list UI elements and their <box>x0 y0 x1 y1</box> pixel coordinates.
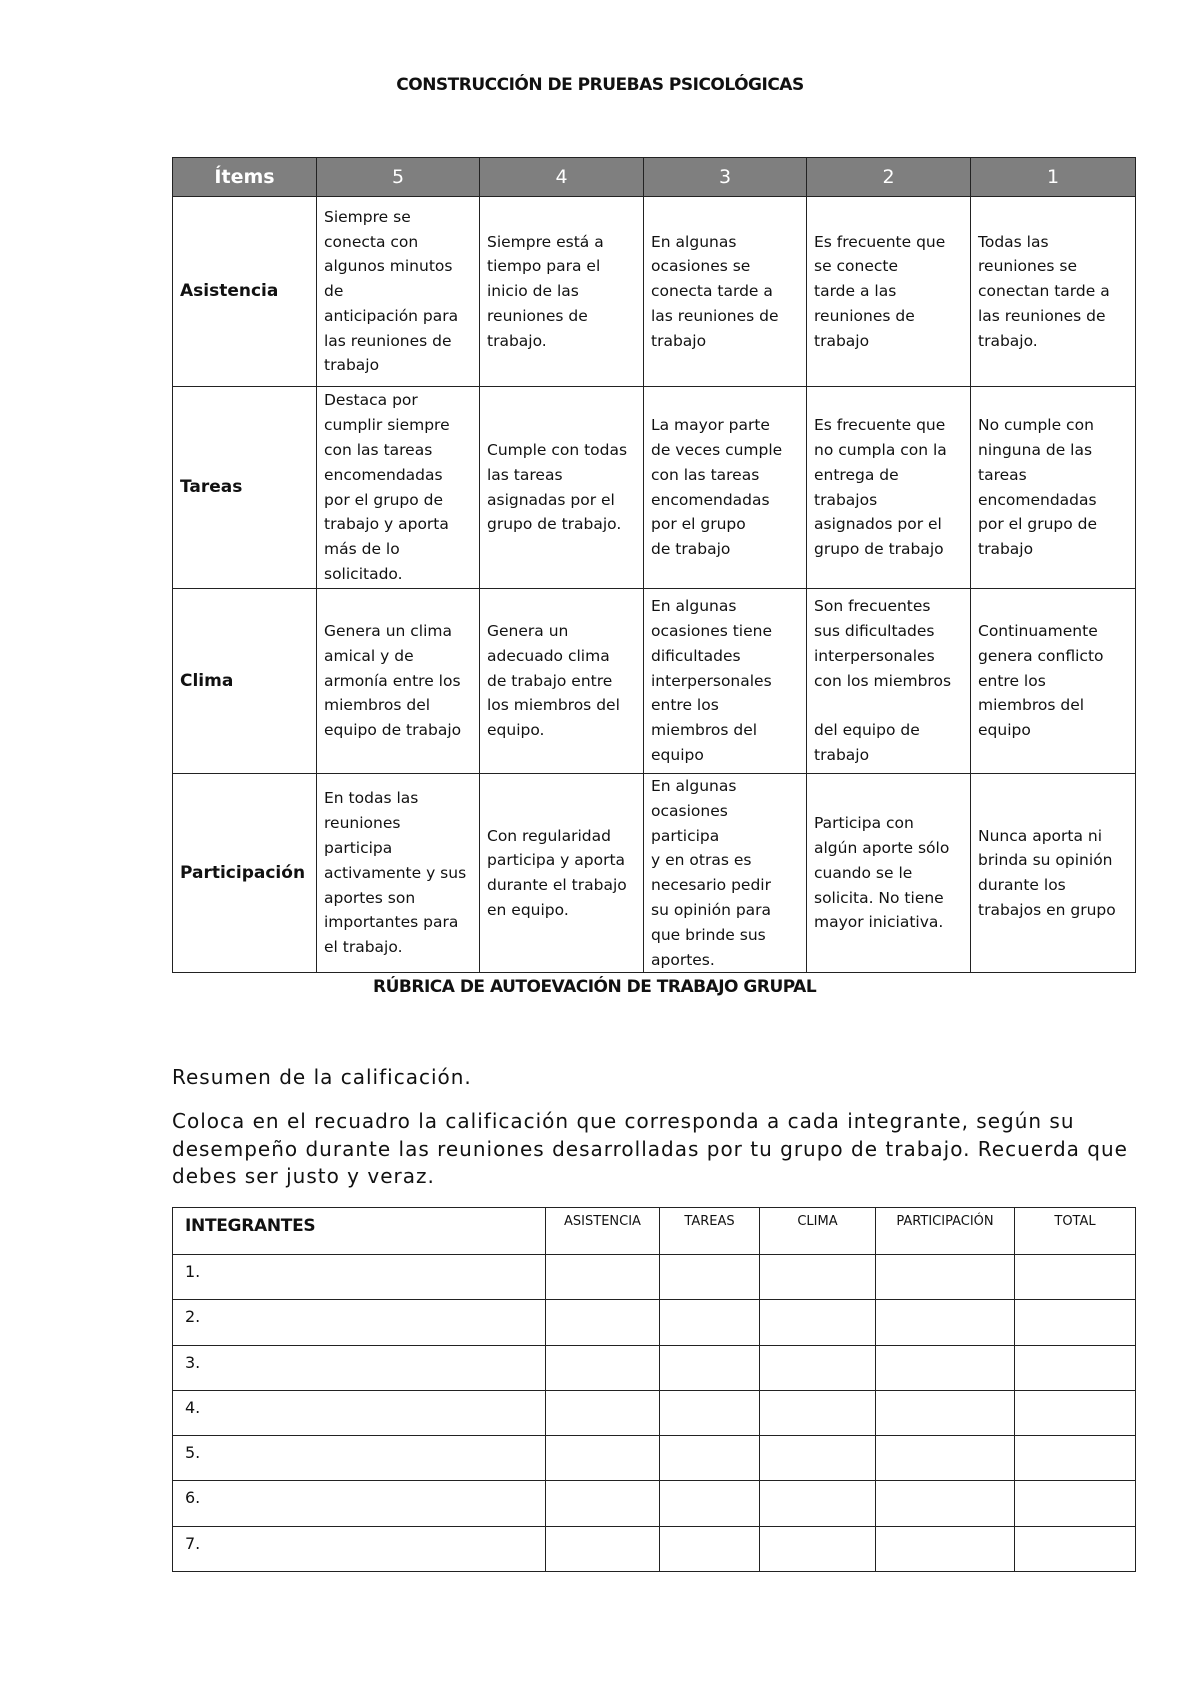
summary-instructions: Coloca en el recuadro la calificación que corresponda a cada integrante, según su desempeño durante las reuniones desarrolladas por tu grupo de trabajo. Recuerda que debes ser justo y veraz. <box>172 1109 1128 1188</box>
score-cell-asistencia[interactable] <box>546 1481 660 1526</box>
criterion-label: Tareas <box>173 387 317 589</box>
rubric-cell: En algunas ocasiones se conecta tarde a las reuniones de trabajo <box>651 232 779 350</box>
rubric-cell: Genera un clima amical y de armonía entre los miembros del equipo de trabajo <box>324 622 462 740</box>
rubric-cell: En algunas ocasiones tiene dificultades interpersonales entre los miembros del equipo <box>651 597 773 764</box>
score-cell-tareas[interactable] <box>660 1345 760 1390</box>
rubric-cell: Nunca aporta ni brinda su opinión durante los trabajos en grupo <box>978 826 1116 919</box>
score-cell-participacion[interactable] <box>876 1436 1015 1481</box>
member-number: 7. <box>173 1526 546 1571</box>
score-cell-tareas[interactable] <box>660 1481 760 1526</box>
score-cell-total[interactable] <box>1015 1436 1136 1481</box>
score-cell-total[interactable] <box>1015 1481 1136 1526</box>
score-cell-clima[interactable] <box>760 1481 876 1526</box>
rubric-row-asistencia <box>173 197 1136 387</box>
document-title: CONSTRUCCIÓN DE PRUEBAS PSICOLÓGICAS <box>396 75 804 95</box>
rubric-cell: Destaca por cumplir siempre con las tareas encomendadas por el grupo de trabajo y aporta más de lo solicitado. <box>324 391 450 583</box>
criterion-label: Participación <box>173 774 317 973</box>
score-cell-asistencia[interactable] <box>546 1300 660 1345</box>
member-number: 1. <box>173 1255 546 1300</box>
criterion-label: Clima <box>173 589 317 774</box>
criterion-label: Asistencia <box>173 197 317 387</box>
member-number: 6. <box>173 1481 546 1526</box>
table-row <box>173 1255 1136 1300</box>
rubric-header-score-3: 3 <box>644 158 807 197</box>
score-cell-clima[interactable] <box>760 1255 876 1300</box>
header-participacion: PARTICIPACIÓN <box>876 1208 1015 1255</box>
rubric-header-row <box>173 158 1136 197</box>
rubric-header-score-5: 5 <box>317 158 480 197</box>
score-cell-asistencia[interactable] <box>546 1390 660 1435</box>
score-cell-total[interactable] <box>1015 1255 1136 1300</box>
rubric-cell: Genera un adecuado clima de trabajo entre los miembros del equipo. <box>487 622 620 740</box>
rubric-header-score-4: 4 <box>480 158 644 197</box>
score-cell-clima[interactable] <box>760 1436 876 1481</box>
rubric-cell: En algunas ocasiones participa y en otras es necesario pedir su opinión para que brinde sus aportes. <box>651 777 772 969</box>
score-cell-participacion[interactable] <box>876 1390 1015 1435</box>
table-row <box>173 1390 1136 1435</box>
rubric-cell: Cumple con todas las tareas asignadas por el grupo de trabajo. <box>487 440 628 534</box>
rubric-cell: Siempre se conecta con algunos minutos de anticipación para las reuniones de trabajo <box>324 207 459 375</box>
score-cell-tareas[interactable] <box>660 1436 760 1481</box>
rubric-header-items: Ítems <box>173 158 317 197</box>
rubric-cell: Continuamente genera conflicto entre los miembros del equipo <box>978 622 1104 740</box>
rubric-cell: Son frecuentes sus dificultades interpersonales con los miembros del equipo de trabajo <box>814 597 952 764</box>
table-row <box>173 1436 1136 1481</box>
rubric-cell: No cumple con ninguna de las tareas encomendadas por el grupo de trabajo <box>978 416 1098 559</box>
score-cell-total[interactable] <box>1015 1526 1136 1571</box>
score-cell-clima[interactable] <box>760 1300 876 1345</box>
score-cell-asistencia[interactable] <box>546 1526 660 1571</box>
score-cell-clima[interactable] <box>760 1526 876 1571</box>
rubric-row-clima <box>173 589 1136 774</box>
scores-table <box>172 1207 1136 1572</box>
score-cell-participacion[interactable] <box>876 1481 1015 1526</box>
member-number: 3. <box>173 1345 546 1390</box>
rubric-cell: Con regularidad participa y aporta durante el trabajo en equipo. <box>487 826 627 919</box>
rubric-cell: Es frecuente que se conecte tarde a las reuniones de trabajo <box>814 232 946 350</box>
rubric-cell: La mayor parte de veces cumple con las tareas encomendadas por el grupo de trabajo <box>651 416 783 559</box>
member-number: 5. <box>173 1436 546 1481</box>
table-row <box>173 1481 1136 1526</box>
rubric-row-tareas <box>173 387 1136 589</box>
rubric-cell: Es frecuente que no cumpla con la entrega de trabajos asignados por el grupo de trabajo <box>814 416 947 559</box>
score-cell-clima[interactable] <box>760 1390 876 1435</box>
rubric-cell: En todas las reuniones participa activamente y sus aportes son importantes para el trabajo. <box>324 789 467 957</box>
summary-title: Resumen de la calificación. <box>172 1065 472 1089</box>
score-cell-asistencia[interactable] <box>546 1436 660 1481</box>
rubric-table <box>172 157 1136 973</box>
score-cell-asistencia[interactable] <box>546 1345 660 1390</box>
score-cell-tareas[interactable] <box>660 1300 760 1345</box>
header-clima: CLIMA <box>760 1208 876 1255</box>
score-cell-clima[interactable] <box>760 1345 876 1390</box>
score-cell-total[interactable] <box>1015 1390 1136 1435</box>
table-row <box>173 1526 1136 1571</box>
rubric-caption: RÚBRICA DE AUTOEVACIÓN DE TRABAJO GRUPAL <box>373 977 817 997</box>
score-cell-tareas[interactable] <box>660 1255 760 1300</box>
score-cell-total[interactable] <box>1015 1300 1136 1345</box>
score-cell-participacion[interactable] <box>876 1526 1015 1571</box>
rubric-header-score-1: 1 <box>971 158 1136 197</box>
header-tareas: TAREAS <box>660 1208 760 1255</box>
score-cell-tareas[interactable] <box>660 1526 760 1571</box>
table-row <box>173 1300 1136 1345</box>
score-cell-participacion[interactable] <box>876 1345 1015 1390</box>
score-cell-participacion[interactable] <box>876 1255 1015 1300</box>
table-row <box>173 1345 1136 1390</box>
rubric-row-participacion <box>173 774 1136 973</box>
member-number: 4. <box>173 1390 546 1435</box>
rubric-header-score-2: 2 <box>807 158 971 197</box>
rubric-cell: Participa con algún aporte sólo cuando se le solicita. No tiene mayor iniciativa. <box>814 814 950 932</box>
score-cell-total[interactable] <box>1015 1345 1136 1390</box>
header-asistencia: ASISTENCIA <box>546 1208 660 1255</box>
rubric-cell: Todas las reuniones se conectan tarde a las reuniones de trabajo. <box>978 232 1110 350</box>
score-cell-tareas[interactable] <box>660 1390 760 1435</box>
rubric-cell: Siempre está a tiempo para el inicio de las reuniones de trabajo. <box>487 232 604 350</box>
score-cell-participacion[interactable] <box>876 1300 1015 1345</box>
member-number: 2. <box>173 1300 546 1345</box>
score-cell-asistencia[interactable] <box>546 1255 660 1300</box>
scores-header-row <box>173 1208 1136 1255</box>
header-integrantes: INTEGRANTES <box>173 1208 546 1255</box>
header-total: TOTAL <box>1015 1208 1136 1255</box>
